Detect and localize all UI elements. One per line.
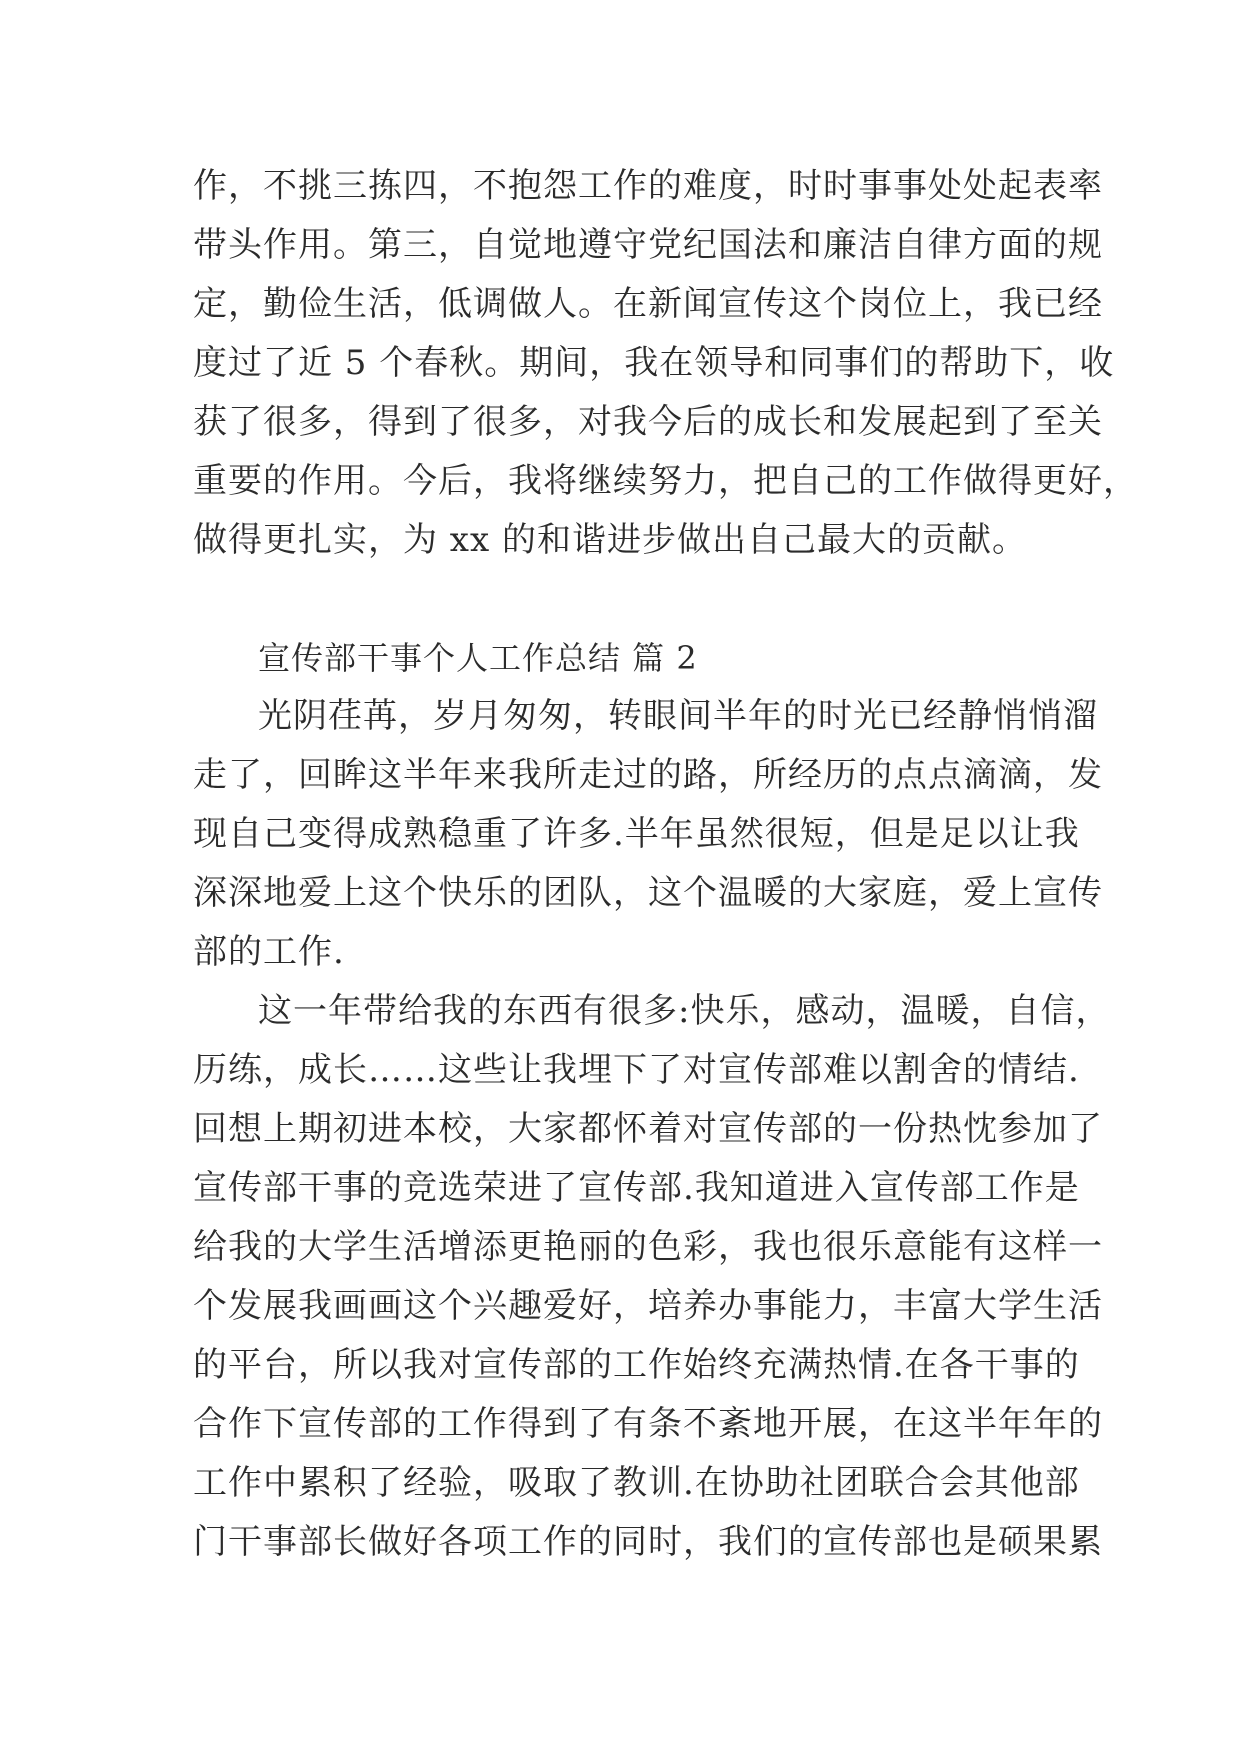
text-line: 个发展我画画这个兴趣爱好，培养办事能力，丰富大学生活 xyxy=(193,1286,1103,1326)
text-line: 部的工作. xyxy=(193,932,345,972)
text-line: 做得更扎实，为 xx 的和谐进步做出自己最大的贡献。 xyxy=(193,520,1027,560)
text-line: 回想上期初进本校，大家都怀着对宣传部的一份热忱参加了 xyxy=(193,1109,1103,1149)
text-line: 获了很多，得到了很多，对我今后的成长和发展起到了至关 xyxy=(193,402,1103,442)
text-line: 走了，回眸这半年来我所走过的路，所经历的点点滴滴，发 xyxy=(193,755,1103,795)
text-line: 宣传部干事的竞选荣进了宣传部.我知道进入宣传部工作是 xyxy=(193,1168,1080,1208)
text-line: 作，不挑三拣四，不抱怨工作的难度，时时事事处处起表率 xyxy=(193,166,1103,206)
text-line: 门干事部长做好各项工作的同时，我们的宣传部也是硕果累 xyxy=(193,1522,1103,1562)
text-line: 工作中累积了经验，吸取了教训.在协助社团联合会其他部 xyxy=(193,1463,1080,1503)
text-line: 的平台，所以我对宣传部的工作始终充满热情.在各干事的 xyxy=(193,1345,1080,1385)
text-line: 现自己变得成熟稳重了许多.半年虽然很短，但是足以让我 xyxy=(193,814,1080,854)
text-line: 给我的大学生活增添更艳丽的色彩，我也很乐意能有这样一 xyxy=(193,1227,1103,1267)
text-line: 重要的作用。今后，我将继续努力，把自己的工作做得更好， xyxy=(193,461,1138,501)
text-line: 光阴荏苒，岁月匆匆，转眼间半年的时光已经静悄悄溜 xyxy=(258,696,1098,736)
text-line: 度过了近 5 个春秋。期间，我在领导和同事们的帮助下，收 xyxy=(193,343,1115,383)
text-line: 历练，成长……这些让我埋下了对宣传部难以割舍的情结. xyxy=(193,1050,1080,1090)
text-line: 合作下宣传部的工作得到了有条不紊地开展，在这半年年的 xyxy=(193,1404,1103,1444)
text-line: 这一年带给我的东西有很多:快乐，感动，温暖，自信， xyxy=(258,991,1111,1031)
text-line: 深深地爱上这个快乐的团队，这个温暖的大家庭，爱上宣传 xyxy=(193,873,1103,913)
text-line: 带头作用。第三，自觉地遵守党纪国法和廉洁自律方面的规 xyxy=(193,225,1103,265)
section-heading: 宣传部干事个人工作总结 篇 2 xyxy=(258,639,698,677)
text-line: 定，勤俭生活，低调做人。在新闻宣传这个岗位上，我已经 xyxy=(193,284,1103,324)
